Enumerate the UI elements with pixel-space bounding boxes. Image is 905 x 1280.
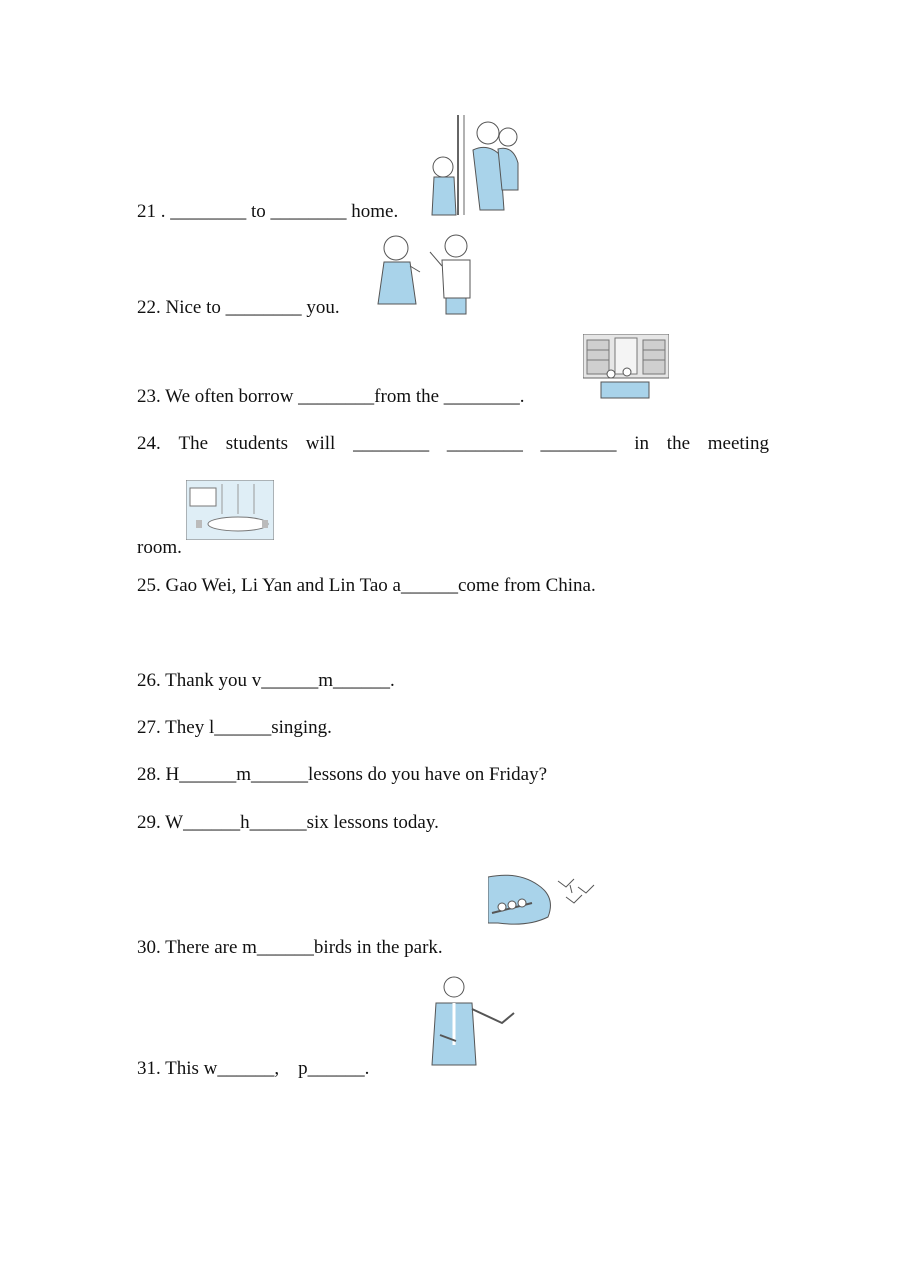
question-24 [137,433,769,455]
meeting-room-illustration [186,480,274,540]
q24-blank: ________ [540,433,617,454]
q24-blank: ________ [446,433,523,454]
question-28: 28. H______m______lessons do you have on Friday? [137,764,548,785]
question-31: 31. This w______, p______. [137,1058,370,1079]
question-22: 22. Nice to ________ you. [137,297,340,318]
q24-word: in [634,433,650,454]
question-26: 26. Thank you v______m______. [137,670,395,691]
birds-tree-illustration [488,873,596,927]
q24-word: the [666,433,691,454]
q24-word: meeting [707,433,769,454]
q24-word: will [305,433,336,454]
q24-word: 24. [137,433,161,454]
question-23: 23. We often borrow ________from the ________. [137,386,525,407]
question-30: 30. There are m______birds in the park. [137,937,443,958]
library-illustration [583,334,669,402]
question-27: 27. They l______singing. [137,717,332,738]
man-pointing-illustration [428,975,518,1067]
q24-word: students [225,433,289,454]
q24-word: The [178,433,209,454]
family-greeting-illustration [428,115,523,217]
q24-blank: ________ [353,433,430,454]
children-greeting-illustration [370,232,478,316]
question-24-continuation: room. [137,537,182,558]
question-29: 29. W______h______six lessons today. [137,812,439,833]
question-25: 25. Gao Wei, Li Yan and Lin Tao a______come from China. [137,575,596,596]
question-21: 21 . ________ to ________ home. [137,201,399,222]
